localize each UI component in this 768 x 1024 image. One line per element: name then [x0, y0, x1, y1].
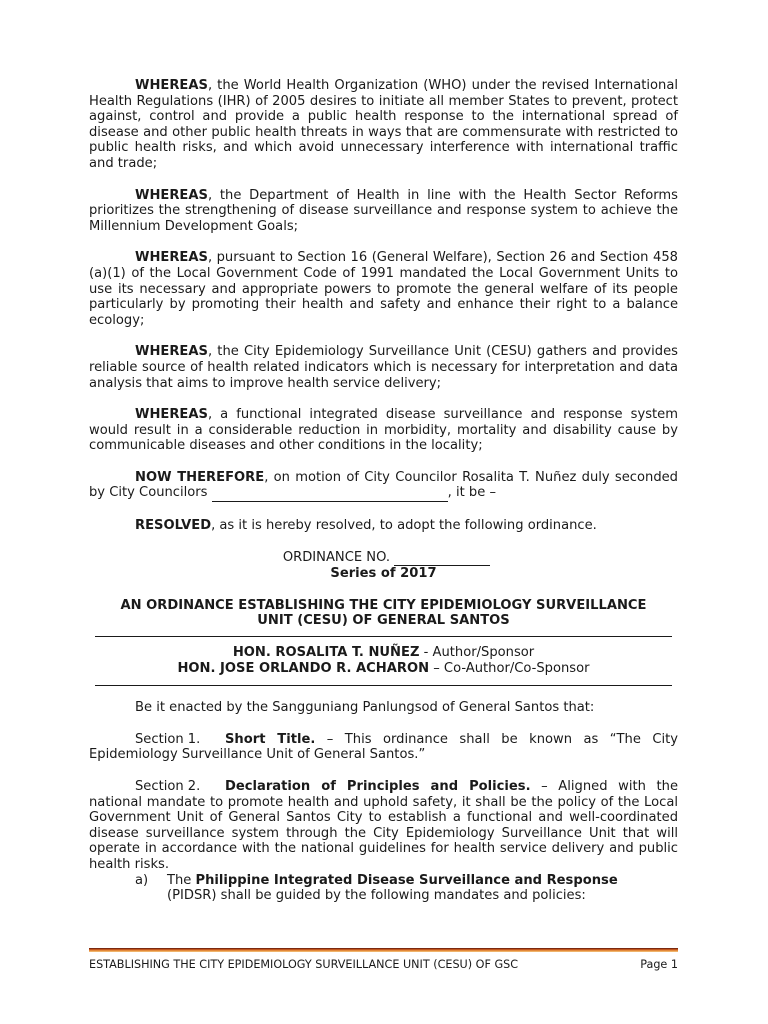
now-therefore-text: , on motion of City Councilor Rosalita T. Nuñez duly seconded by City Councilors	[89, 469, 678, 501]
subitem-a: a) The Philippine Integrated Disease Surveillance and Response (PIDSR) shall be guided by the following mandates and policies:	[135, 873, 678, 904]
resolved-clause	[89, 518, 678, 534]
now-therefore-tail: , it be –	[447, 485, 496, 501]
footer-rule	[89, 948, 678, 952]
councilors-blank	[212, 485, 448, 502]
ordinance-number-blank	[394, 550, 490, 567]
whereas-lead: WHEREAS	[135, 344, 208, 360]
whereas-clause-3	[89, 250, 678, 328]
now-therefore-clause	[89, 470, 678, 502]
section-number: Section 1.	[135, 731, 201, 747]
subitem-text: (PIDSR) shall be guided by the following mandates and policies:	[167, 888, 586, 904]
subitem-heading: Philippine Integrated Disease Surveillance and Response	[195, 872, 618, 888]
subitem-letter: a)	[135, 872, 149, 888]
whereas-lead: WHEREAS	[135, 187, 208, 203]
section-text: – This ordinance shall be known as “The City Epidemiology Surveillance Unit of General Santos.”	[89, 731, 679, 763]
whereas-text: , pursuant to Section 16 (General Welfare), Section 26 and Section 458 (a)(1) of the Local Government Code of 1991 mandated the Local Government Units to use its necessary and appropriate powers to promote the general welfare of its people particularly by promoting their health and safety and enhance their right to a balance ecology;	[89, 250, 678, 328]
whereas-text: , a functional integrated disease surveillance and response system would result in a considerable reduction in morbidity, mortality and disability cause by communicable diseases and other conditions in the locality;	[89, 407, 678, 454]
ordinance-title-line1: AN ORDINANCE ESTABLISHING THE CITY EPIDEMIOLOGY SURVEILLANCE	[120, 597, 647, 613]
ordinance-title-line2: UNIT (CESU) OF GENERAL SANTOS	[257, 613, 510, 629]
whereas-clause-2	[89, 188, 678, 235]
now-therefore-lead: NOW THEREFORE	[135, 469, 265, 485]
section-1	[89, 732, 678, 763]
document-page	[89, 78, 678, 904]
whereas-lead: WHEREAS	[135, 78, 208, 93]
footer-title: ESTABLISHING THE CITY EPIDEMIOLOGY SURVEILLANCE UNIT (CESU) OF GSC	[89, 958, 519, 971]
section-heading: Declaration of Principles and Policies.	[225, 779, 531, 794]
section-heading: Short Title.	[225, 731, 316, 747]
section-text: – Aligned with the national mandate to promote health and uphold safety, it shall be the policy of the Local Government Unit of General Santos City to establish a functional and well-coordinated disease surveillance system through the City Epidemiology Surveillance Unit that will operate in accordance with the national guidelines for health service delivery and public health risks.	[89, 779, 678, 872]
whereas-lead: WHEREAS	[135, 250, 208, 266]
whereas-clause-5	[89, 407, 678, 454]
whereas-lead: WHEREAS	[135, 407, 208, 423]
footer-rule-stripe	[89, 951, 678, 952]
resolved-text: , as it is hereby resolved, to adopt the following ordinance.	[211, 518, 597, 534]
resolved-lead: RESOLVED	[135, 518, 212, 534]
whereas-text: , the World Health Organization (WHO) under the revised International Health Regulations (IHR) of 2005 desires to initiate all member States to prevent, protect against, control and provide a public health response to the international spread of disease and other public health threats in ways that are commensurate with restricted to public health risks, and which avoid unnecessary interference with international traffic and trade;	[89, 78, 678, 171]
ordinance-number: ORDINANCE NO.	[89, 550, 678, 567]
page-number: Page 1	[640, 958, 678, 971]
coauthor-line: HON. JOSE ORLANDO R. ACHARON – Co-Author/Co-Sponsor	[177, 660, 590, 676]
author-line: HON. ROSALITA T. NUÑEZ - Author/Sponsor	[232, 645, 535, 661]
ordinance-series: Series of 2017	[330, 566, 437, 582]
whereas-text: , the City Epidemiology Surveillance Unit (CESU) gathers and provides reliable source of health related indicators which is necessary for interpretation and data analysis that aims to improve health service delivery;	[89, 344, 678, 391]
whereas-text: , the Department of Health in line with the Health Sector Reforms prioritizes the strengthening of disease surveillance and response system to achieve the Millennium Development Goals;	[89, 187, 678, 234]
section-2	[89, 779, 678, 873]
enacting-clause: Be it enacted by the Sangguniang Panlungsod of General Santos that:	[135, 700, 595, 716]
section-number: Section 2.	[135, 779, 201, 794]
whereas-clause-4	[89, 344, 678, 391]
whereas-clause-1	[89, 78, 678, 172]
